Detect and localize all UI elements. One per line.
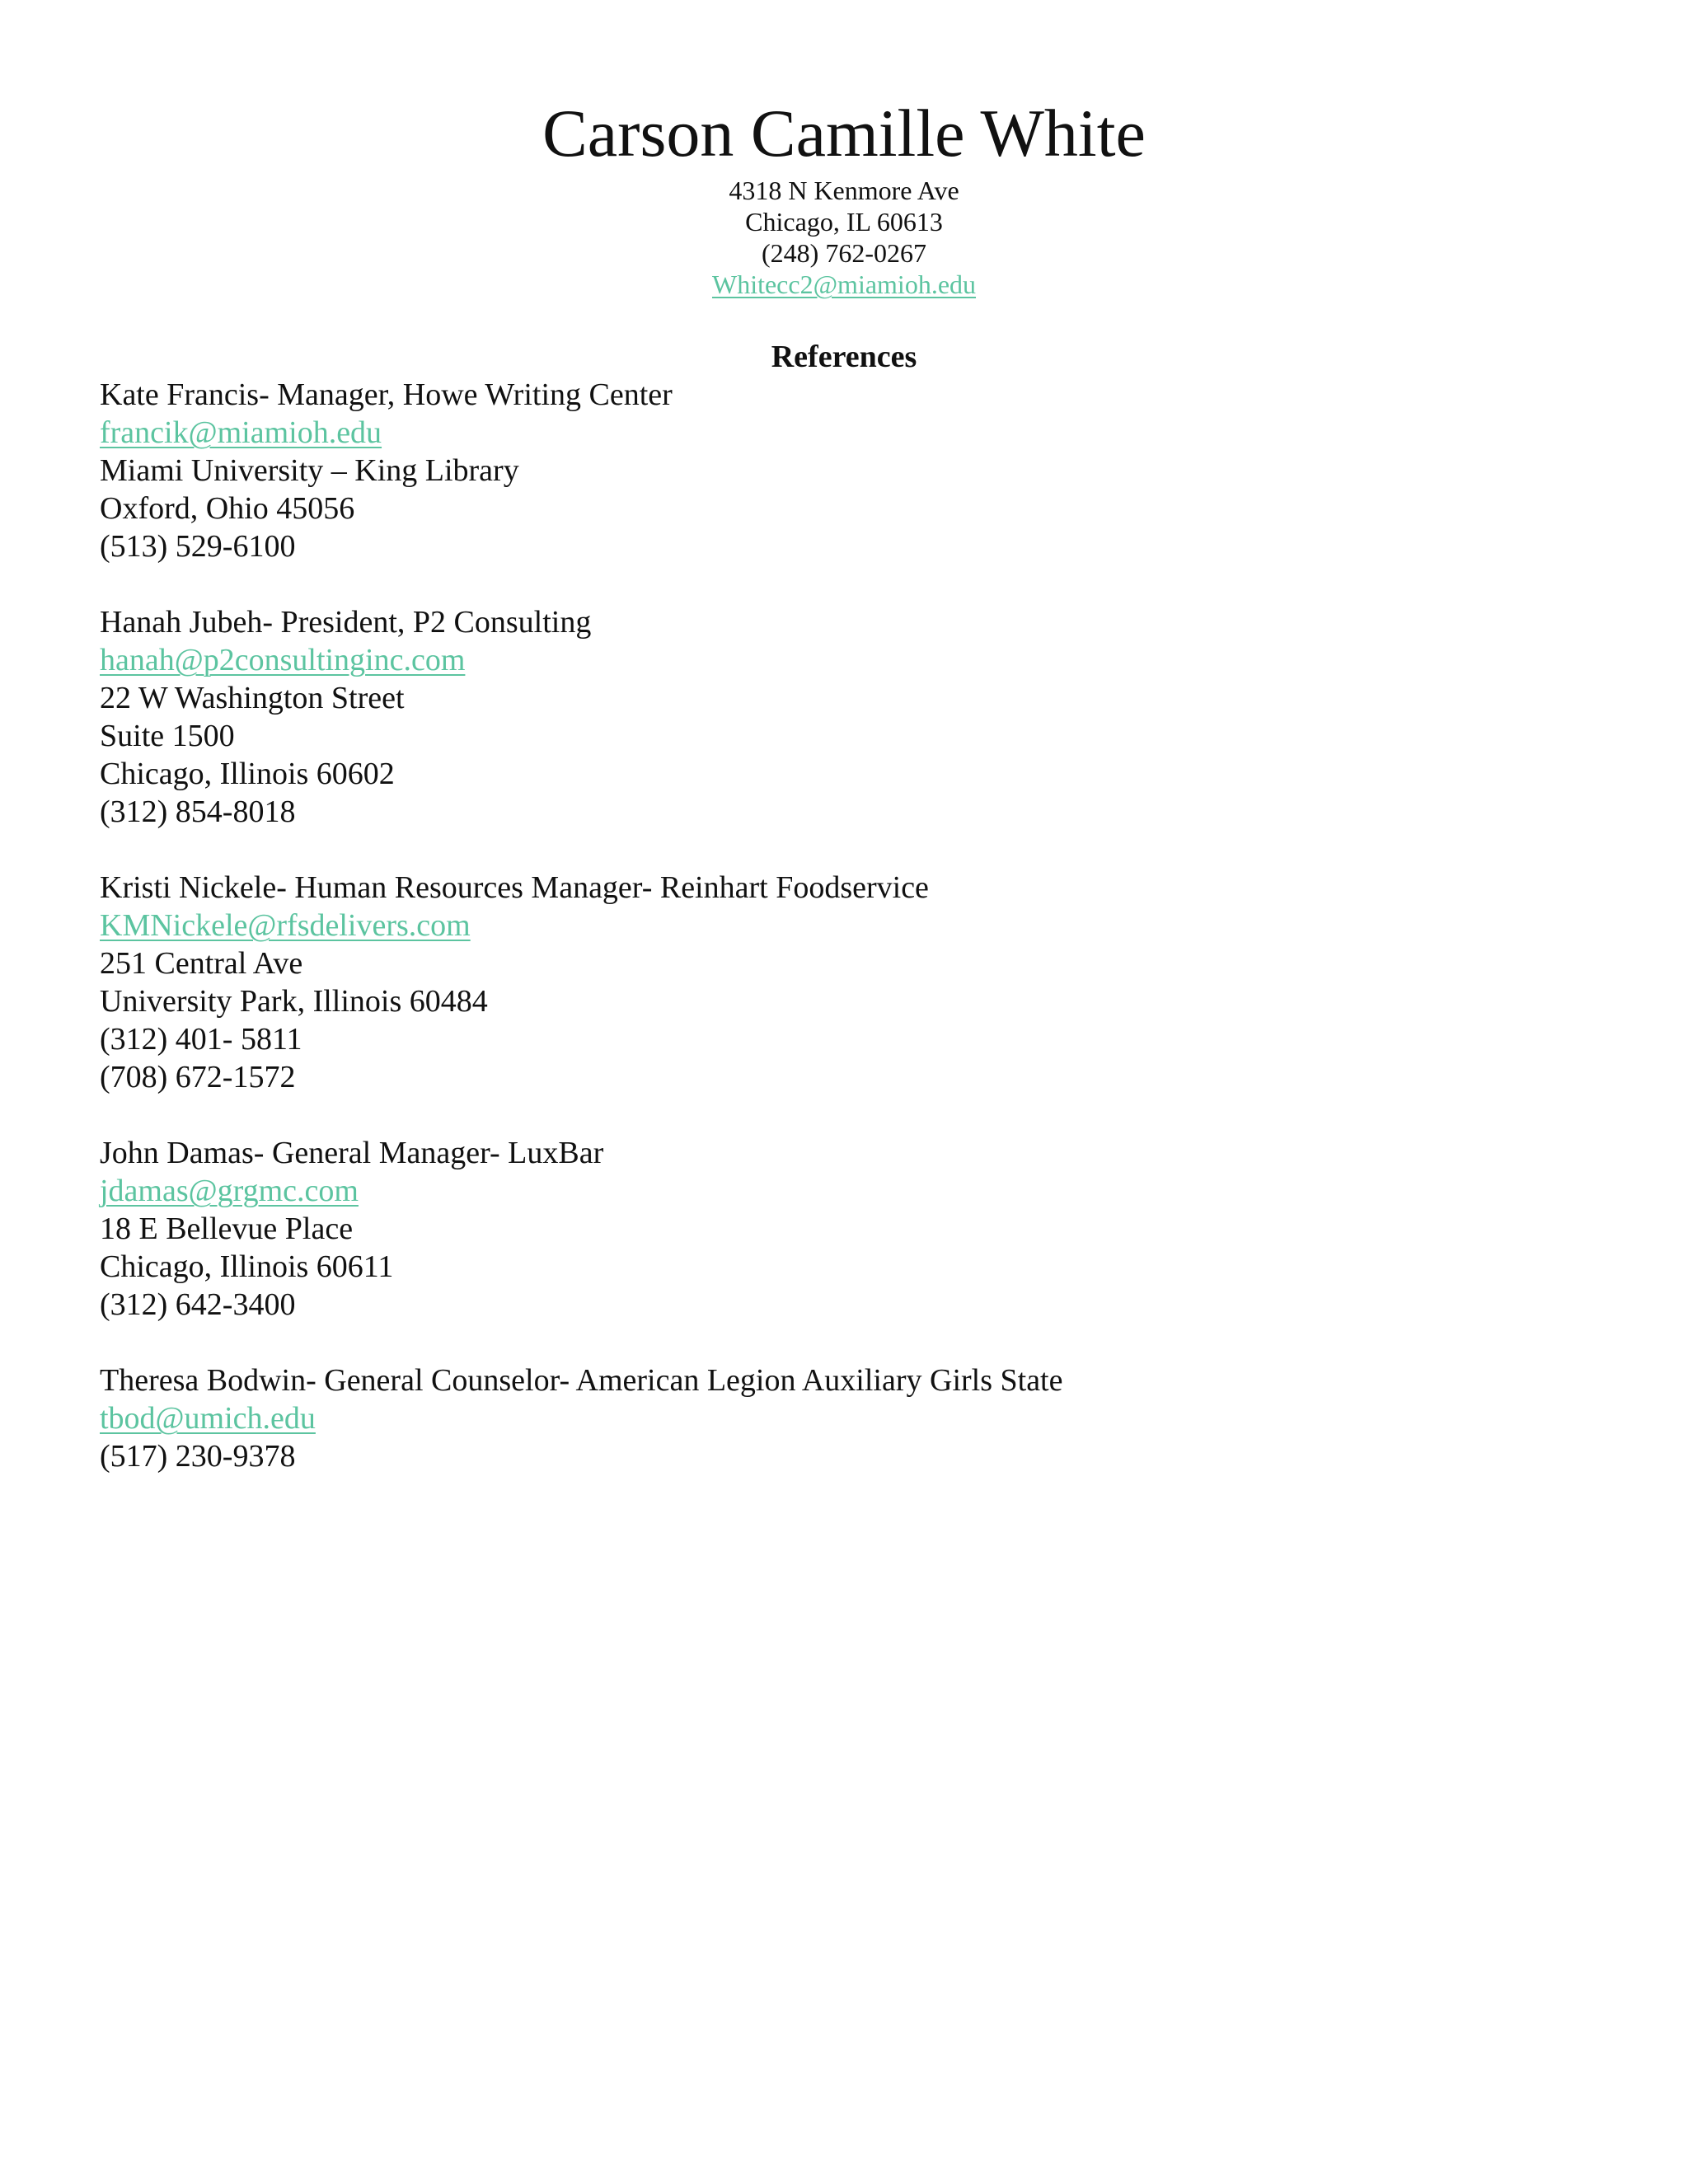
reference-entry bbox=[100, 869, 1583, 1096]
reference-email-line bbox=[100, 414, 1583, 452]
reference-detail-line: Chicago, Illinois 60611 bbox=[100, 1249, 394, 1284]
contact-header bbox=[0, 92, 1688, 300]
email-line bbox=[0, 269, 1688, 300]
reference-email-line bbox=[100, 1399, 1583, 1437]
candidate-email-link[interactable]: Whitecc2@miamioh.edu bbox=[711, 269, 977, 299]
reference-email-line bbox=[100, 1172, 1583, 1210]
reference-email-link[interactable]: KMNickele@rfsdelivers.com bbox=[100, 908, 471, 943]
reference-entry bbox=[100, 1361, 1583, 1475]
reference-detail-line: 18 E Bellevue Place bbox=[100, 1212, 354, 1246]
reference-title: Kristi Nickele- Human Resources Manager- Reinhart Foodservice bbox=[100, 870, 929, 905]
reference-detail-line: (708) 672-1572 bbox=[100, 1060, 296, 1094]
reference-detail-line: 22 W Washington Street bbox=[100, 681, 405, 715]
reference-detail-line: (312) 401- 5811 bbox=[100, 1022, 302, 1057]
reference-entry bbox=[100, 376, 1583, 565]
reference-detail-line: Oxford, Ohio 45056 bbox=[100, 491, 355, 526]
reference-detail-line: (517) 230-9378 bbox=[100, 1439, 296, 1474]
reference-email-link[interactable]: hanah@p2consultinginc.com bbox=[100, 643, 466, 677]
reference-detail-line: Chicago, Illinois 60602 bbox=[100, 757, 395, 791]
phone-number: (248) 762-0267 bbox=[762, 238, 926, 268]
reference-email-line bbox=[100, 907, 1583, 944]
reference-entry bbox=[100, 603, 1583, 831]
reference-email-link[interactable]: francik@miamioh.edu bbox=[100, 415, 382, 450]
reference-email-line bbox=[100, 641, 1583, 679]
reference-title: John Damas- General Manager- LuxBar bbox=[100, 1136, 604, 1170]
reference-detail-line: Miami University – King Library bbox=[100, 453, 519, 488]
references-list bbox=[100, 376, 1583, 1513]
reference-title: Kate Francis- Manager, Howe Writing Center bbox=[100, 377, 673, 412]
reference-email-link[interactable]: tbod@umich.edu bbox=[100, 1401, 316, 1436]
reference-detail-line: 251 Central Ave bbox=[100, 946, 303, 981]
reference-entry bbox=[100, 1134, 1583, 1324]
reference-detail-line: University Park, Illinois 60484 bbox=[100, 984, 488, 1019]
candidate-name: Carson Camille White bbox=[542, 96, 1146, 171]
reference-detail-line: (513) 529-6100 bbox=[100, 529, 296, 564]
reference-detail-line: (312) 642-3400 bbox=[100, 1287, 296, 1322]
reference-detail-line: Suite 1500 bbox=[100, 719, 235, 753]
street-address: 4318 N Kenmore Ave bbox=[729, 176, 959, 205]
reference-email-link[interactable]: jdamas@grgmc.com bbox=[100, 1174, 359, 1208]
references-heading: References bbox=[771, 340, 917, 374]
reference-title: Theresa Bodwin- General Counselor- American Legion Auxiliary Girls State bbox=[100, 1363, 1063, 1398]
reference-detail-line: (312) 854-8018 bbox=[100, 794, 296, 829]
city-state-zip: Chicago, IL 60613 bbox=[745, 207, 943, 237]
reference-title: Hanah Jubeh- President, P2 Consulting bbox=[100, 605, 592, 640]
